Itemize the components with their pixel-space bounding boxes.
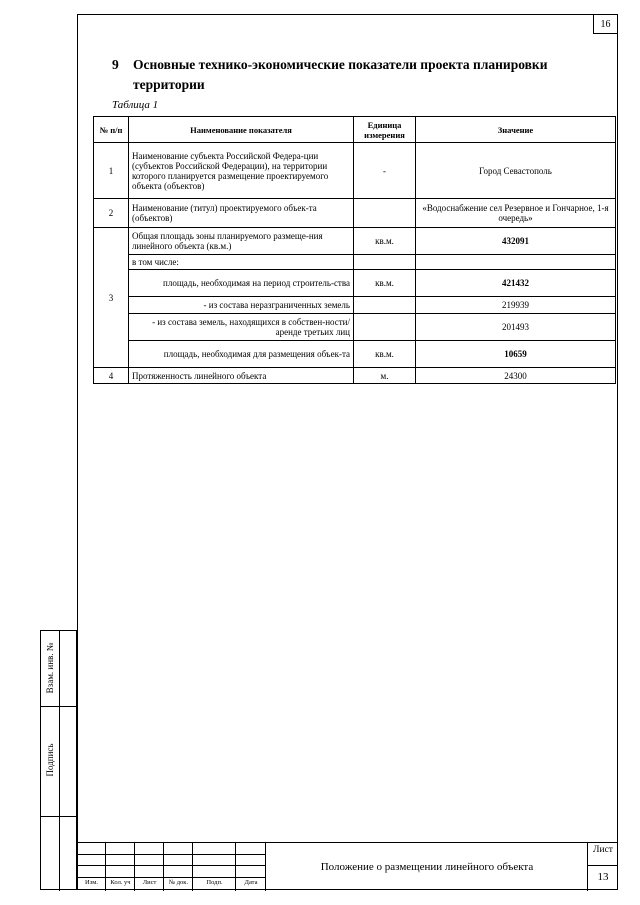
table-row (94, 270, 616, 297)
table-row (94, 199, 616, 228)
row-value: «Водоснабжение сел Резервное и Гончарное, 1-я очередь» (416, 199, 616, 228)
inv-label: Взам. инв. № (45, 642, 55, 694)
row-value: Город Севастополь (416, 143, 616, 199)
row-num: 3 (94, 228, 129, 368)
row-value: 201493 (416, 314, 616, 341)
table-row (94, 314, 616, 341)
section-number: 9 (112, 57, 119, 72)
row-num: 2 (94, 199, 129, 228)
row-unit (354, 255, 416, 270)
indicators-table (93, 116, 616, 384)
col-sign: Подп. (206, 879, 223, 886)
table-row (94, 143, 616, 199)
row-name: Общая площадь зоны планируемого размеще-ния линейного объекта (кв.м.) (129, 228, 354, 255)
side-stamp (40, 630, 77, 890)
row-unit: кв.м. (354, 341, 416, 368)
col-list: Лист (142, 879, 157, 886)
sheet-number: 13 (597, 871, 609, 883)
row-num: 1 (94, 143, 129, 199)
table-caption: Таблица 1 (112, 99, 159, 111)
row-unit: кв.м. (354, 270, 416, 297)
row-name: - из состава неразграниченных земель (129, 297, 354, 314)
table-row (94, 255, 616, 270)
col-date: Дата (244, 879, 258, 886)
row-value: 421432 (416, 270, 616, 297)
table-header-row (94, 117, 616, 143)
row-unit (354, 297, 416, 314)
row-value (416, 255, 616, 270)
row-unit: м. (354, 368, 416, 384)
sign-label: Подпись (45, 743, 55, 777)
header-num: № п/п (94, 117, 129, 143)
row-value: 10659 (416, 341, 616, 368)
header-value: Значение (416, 117, 616, 143)
page-corner-number: 16 (593, 15, 617, 34)
header-name: Наименование показателя (129, 117, 354, 143)
row-name: Наименование субъекта Российской Федера-ции (субъектов Российской Федерации), на территории которого планируется размещение проектируемого объекта (объектов) (129, 143, 354, 199)
title-block (77, 842, 618, 890)
row-name: - из состава земель, находящихся в собствен-ности/аренде третьих лиц (129, 314, 354, 341)
row-unit: - (354, 143, 416, 199)
sheet-label: Лист (593, 845, 613, 855)
row-name: площадь, необходимая на период строитель-ства (129, 270, 354, 297)
header-unit: Единица измерения (354, 117, 416, 143)
row-value: 432091 (416, 228, 616, 255)
row-unit (354, 199, 416, 228)
document-title: Положение о размещении линейного объекта (320, 861, 534, 873)
col-kol: Кол. уч (110, 879, 131, 886)
table-row (94, 368, 616, 384)
col-izm: Изм. (85, 879, 98, 886)
row-name: в том числе: (129, 255, 354, 270)
row-value: 219939 (416, 297, 616, 314)
row-name: Протяженность линейного объекта (129, 368, 354, 384)
table-row (94, 341, 616, 368)
col-doc: № док. (168, 879, 189, 886)
section-title: Основные технико-экономические показатели проекта планировки территории (133, 57, 548, 92)
row-name: Наименование (титул) проектируемого объек-та (объектов) (129, 199, 354, 228)
table-row (94, 228, 616, 255)
row-unit: кв.м. (354, 228, 416, 255)
row-value: 24300 (416, 368, 616, 384)
row-unit (354, 314, 416, 341)
table-row (94, 297, 616, 314)
row-num: 4 (94, 368, 129, 384)
row-name: площадь, необходимая для размещения объек-та (129, 341, 354, 368)
